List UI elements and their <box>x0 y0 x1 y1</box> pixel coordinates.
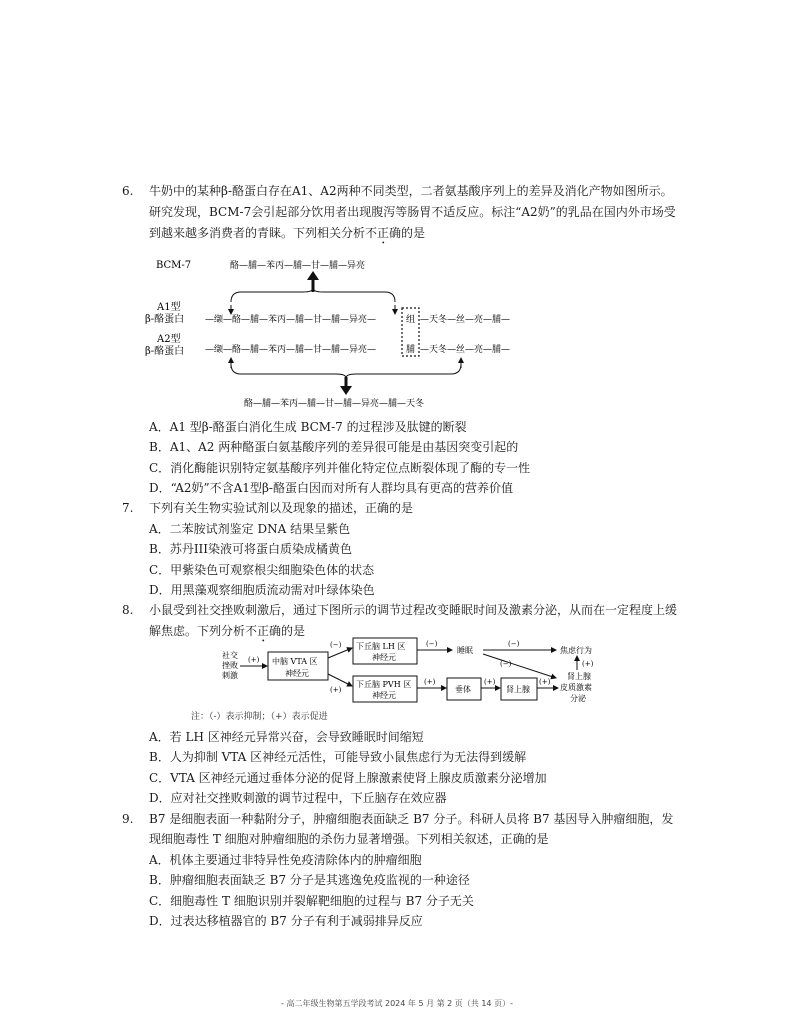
stimulus-plus: (+) <box>248 656 260 664</box>
question-7-option-c: C．甲紫染色可观察根尖细胞染色体的状态 <box>149 563 375 577</box>
regulation-flow-diagram <box>0 636 794 708</box>
down-arrow-head <box>340 386 352 395</box>
lh-label-2: 神经元 <box>372 653 396 662</box>
up-arrow-head <box>307 271 319 280</box>
question-9-option-a: A．机体主要通过非特异性免疫清除体内的肿瘤细胞 <box>149 853 422 867</box>
question-9-stem-line-1: B7 是细胞表面一种黏附分子，肿瘤细胞表面缺乏 B7 分子。科研人员将 B7 基因导入肿瘤细胞，发 <box>149 812 674 826</box>
pvh-label-1: 下丘脑 PVH 区 <box>356 680 412 689</box>
question-6-number: 6. <box>122 184 134 198</box>
question-6-stem-line-1: 牛奶中的某种β-酪蛋白存在A1、A2两种不同类型，二者氨基酸序列上的差异及消化产物如图所示。 <box>149 184 673 198</box>
a2-variant-residue: 脯 <box>406 345 416 355</box>
emphasis-char: 正 <box>377 226 390 240</box>
figure-note: 注：（-）表示抑制；（+）表示促进 <box>191 712 328 722</box>
a1-label-line-1: A1型 <box>157 302 181 313</box>
question-6-stem-line-3 <box>149 225 425 247</box>
question-6-stem-line-2: 研究发现，BCM-7会引起部分饮用者出现腹泻等肠胃不适反应。标注“A2奶”的乳品在国内外市场受 <box>149 205 676 219</box>
question-6-option-b: B．A1、A2 两种酪蛋白氨基酸序列的差异很可能是由基因突变引起的 <box>149 440 519 454</box>
question-8-option-d: D．应对社交挫败刺激的调节过程中，下丘脑存在效应器 <box>149 791 447 805</box>
anxiety-label: 焦虑行为 <box>560 646 592 655</box>
a1-sequence-left: —缬—酪—脯—苯丙—脯—甘—脯—异亮— <box>205 315 377 325</box>
stem-text: 确的是 <box>269 624 306 638</box>
question-7-option-d: D．用黑藻观察细胞质流动需对叶绿体染色 <box>149 583 375 597</box>
a1-label-line-2: β-酪蛋白 <box>145 314 185 325</box>
page-footer: - 高二年级生物第五学段考试 2024 年 5 月 第 2 页（共 14 页）- <box>281 999 513 1008</box>
lh-sleep-minus: (−) <box>426 640 438 648</box>
question-8-option-a: A．若 LH 区神经元异常兴奋，会导致睡眠时间缩短 <box>149 730 424 744</box>
question-7-number: 7. <box>122 501 134 515</box>
digestion-product-sequence: 酪—脯—苯丙—脯—甘—脯—异亮—脯—天冬 <box>244 399 425 409</box>
question-7-stem: 下列有关生物实验试剂以及现象的描述，正确的是 <box>149 501 414 515</box>
a2-label-line-2: β-酪蛋白 <box>145 346 185 357</box>
question-9-option-d: D．过表达移植器官的 B7 分子有利于减弱排异反应 <box>149 914 423 928</box>
sleep-to-adrenal-arrow <box>483 654 556 678</box>
vta-lh-minus: (−) <box>330 641 342 649</box>
question-8-option-b: B．人为抑制 VTA 区神经元活性，可能导致小鼠焦虑行为无法得到缓解 <box>149 750 527 764</box>
pituitary-label: 垂体 <box>455 685 471 694</box>
stimulus-label-3: 刺激 <box>222 671 238 680</box>
sleep-anxiety-minus: (−) <box>508 640 520 648</box>
adrenal-label: 肾上腺 <box>506 685 530 694</box>
question-8-stem-line-1: 小鼠受到社交挫败刺激后，通过下图所示的调节过程改变睡眠时间及激素分泌，从而在一定程度上缓 <box>149 603 678 617</box>
stem-text: 解焦虑。下列分析不 <box>149 624 258 638</box>
a2-sequence-right: —天冬—丝—亮—脯— <box>420 345 511 355</box>
stem-text: 确的是 <box>389 226 426 240</box>
a2-label-line-1: A2型 <box>157 334 181 345</box>
question-8-number: 8. <box>122 603 134 617</box>
question-6-option-a: A．A1 型β-酪蛋白消化生成 BCM-7 的过程涉及肽键的断裂 <box>149 420 467 434</box>
sleep-adrenal-minus: (−) <box>500 660 512 668</box>
pituitary-adrenal-plus: (+) <box>484 678 496 686</box>
question-9-stem-line-2: 现细胞毒性 T 细胞对肿瘤细胞的杀伤力显著增强。下列相关叙述，正确的是 <box>149 832 549 846</box>
stem-text: 到越来越多消费者的青睐。下列相关分析不 <box>149 226 378 240</box>
vta-pvh-plus: (+) <box>330 686 342 694</box>
question-7-option-a: A．二苯胺试剂鉴定 DNA 结果呈紫色 <box>149 522 351 536</box>
question-8-option-c: C．VTA 区神经元通过垂体分泌的促肾上腺激素使肾上腺皮质激素分泌增加 <box>149 771 547 785</box>
question-9-option-b: B．肿瘤细胞表面缺乏 B7 分子是其逃逸免疫监视的一种途径 <box>149 873 470 887</box>
vta-label-1: 中脑 VTA 区 <box>272 657 318 666</box>
sleep-label: 睡眠 <box>457 646 473 655</box>
stimulus-label-2: 挫败 <box>222 661 238 670</box>
emphasis-char: 正 <box>257 624 270 638</box>
pvh-pituitary-plus: (+) <box>424 678 436 686</box>
beta-casein-figure <box>0 250 794 410</box>
question-7-option-b: B．苏丹III染液可将蛋白质染成橘黄色 <box>149 542 353 556</box>
a1-variant-residue: 组 <box>406 315 416 325</box>
question-6-option-c: C．消化酶能识别特定氨基酸序列并催化特定位点断裂体现了酶的专一性 <box>149 461 531 475</box>
cortisol-label-1: 肾上腺 <box>567 672 591 681</box>
question-6-option-d: D．“A2奶”不含A1型β-酪蛋白因而对所有人群均具有更高的营养价值 <box>149 481 513 495</box>
vta-to-pvh-arrow <box>328 674 352 686</box>
vta-to-lh-arrow <box>328 648 352 658</box>
lower-brace <box>231 364 461 378</box>
lh-label-1: 下丘脑 LH 区 <box>356 642 406 651</box>
cortisol-label-3: 分泌 <box>570 694 586 703</box>
pvh-label-2: 神经元 <box>372 691 396 700</box>
bcm7-label: BCM-7 <box>156 260 192 271</box>
cortisol-label-2: 皮质激素 <box>560 683 592 692</box>
vta-label-2: 神经元 <box>285 669 309 678</box>
question-9-option-c: C．细胞毒性 T 细胞识别并裂解靶细胞的过程与 B7 分子无关 <box>149 894 474 908</box>
bcm7-sequence: 酪—脯—苯丙—脯—甘—脯—异亮 <box>230 261 366 271</box>
cortisol-anxiety-plus: (+) <box>582 660 594 668</box>
a1-sequence-right: —天冬—丝—亮—脯— <box>420 315 511 325</box>
question-9-number: 9. <box>122 812 134 826</box>
a2-sequence-left: —缬—酪—脯—苯丙—脯—甘—脯—异亮— <box>205 345 377 355</box>
adrenal-cortisol-plus: (+) <box>539 678 551 686</box>
stimulus-label-1: 社交 <box>222 651 238 660</box>
